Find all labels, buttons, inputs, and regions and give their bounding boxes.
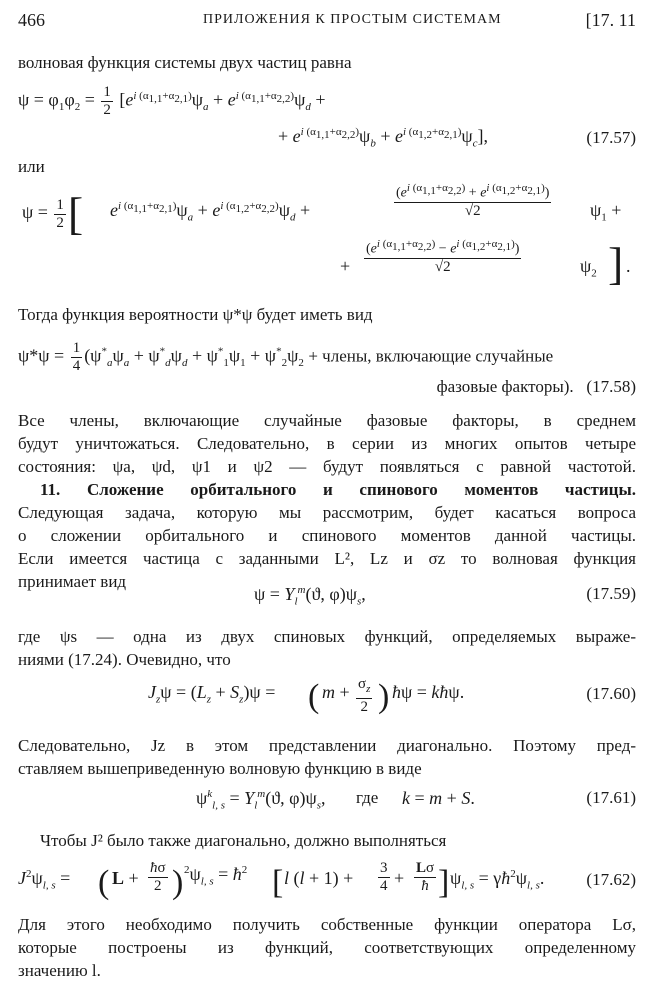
equation-number: (17.59) <box>586 584 636 603</box>
paragraph-line: будут уничтожаться. Следовательно, в серии из многих опытов четыре <box>18 434 636 453</box>
equation-number: (17.60) <box>586 684 636 703</box>
section-marker: [17. 11 <box>585 10 636 30</box>
equation-number: (17.62) <box>586 870 636 889</box>
equation-number: (17.58) <box>586 377 636 396</box>
running-header <box>18 10 636 36</box>
equation-number: (17.57) <box>586 128 636 147</box>
equation-17-57-line2: + $e^{i (\alpha_{1,1}+\alpha_{2,2})}\psi_b + e^{i (\alpha_{1,2}+\alpha_{2,1})}\psi_c$], (17.57) <box>278 126 636 150</box>
equation-text: + члены, включающие случайные <box>308 346 554 366</box>
equation-text: фазовые факторы). <box>436 377 574 396</box>
equation-17-60: $J_z\psi = (L_z + S_z)\psi$ = ( m + $\frac{\sigma_z}{2}$ ) ħψ = kħψ. (17.60) <box>148 676 636 715</box>
paragraph-line: или <box>18 157 45 176</box>
equation-17-57-line1: $\psi = \varphi_1\varphi_2$ = $\frac{1}{2}$ [$e^{i (\alpha_{1,1}+\alpha_{2,1})}\psi_a + e^{i (\alpha_{1,1}+\alpha_{2,2})}\psi_d$ + <box>18 84 326 118</box>
equation-17-58-line1: ψ*ψ = $\frac{1}{4}$ ($\psi^*_a\psi_a + \psi^*_d\psi_d + \psi^*_1\psi_1 + \psi^*_2\psi_2$ + члены, включающие случайные <box>18 340 554 374</box>
paragraph-line: волновая функция системы двух частиц равна <box>18 53 352 72</box>
paragraph-line: Все члены, включающие случайные фазовые факторы, в среднем <box>18 411 636 430</box>
paragraph-line: которые построены из функций, соответствующих определенному <box>18 938 636 957</box>
equation-text: где <box>356 788 379 807</box>
page-number: 466 <box>18 10 45 30</box>
paragraph-line: Следующая задача, которую мы рассмотрим, будет касаться вопроса <box>18 503 636 522</box>
equation-psi-expanded-line1: ψ = $\frac{1}{2}$ [ $e^{i (\alpha_{1,1}+\alpha_{2,1})}\psi_a + e^{i (\alpha_{1,2}+\alpha_{2,2})}\psi_d$ + $\frac{(e^{i (\alpha_{1,1}+\alpha_{2,2})} + e^{i (\alpha_{1,2}+\alpha_{2,1})})}{√2}$ $\psi_1$ + <box>22 182 622 239</box>
paragraph-line: о сложении орбитального и спинового моментов данной частицы. <box>18 526 636 545</box>
paragraph-line: где ψs — одна из двух спиновых функций, определяемых выраже- <box>18 627 636 646</box>
paragraph-line: состояния: ψa, ψd, ψ1 и ψ2 — будут появляться с равной частотой. <box>18 457 636 476</box>
paragraph-line: ниями (17.24). Очевидно, что <box>18 650 231 669</box>
equation-psi-expanded-line2: + $\frac{(e^{i (\alpha_{1,1}+\alpha_{2,2})} - e^{i (\alpha_{1,2}+\alpha_{2,1})})}{√2}$ $\psi_2$ ] . <box>340 238 631 289</box>
paragraph-line: Если имеется частица с заданными L², Lz и σz то волновая функция <box>18 549 636 568</box>
paragraph-line: Для этого необходимо получить собственные функции оператора Lσ, <box>18 915 636 934</box>
paragraph-line: Тогда функция вероятности ψ*ψ будет иметь вид <box>18 305 373 324</box>
equation-17-58-line2 <box>18 376 636 398</box>
paragraph-line: Чтобы J² было также диагонально, должно выполняться <box>40 831 447 850</box>
paragraph-line: ставляем вышеприведенную волновую функцию в виде <box>18 759 422 778</box>
equation-17-62: $J^2\psi_{l, s}$ = ( L + $\frac{ħ\sigma}{2}$ ) $^2\psi_{l, s}$ = $ħ^2$ [ l (l + 1) + $\frac{3}{4}$ + $\frac{L\sigma}{ħ}$ ] $\psi_{l, s}$ = $\gamma ħ^2\psi_{l, s}$. (17.62) <box>18 860 636 901</box>
paragraph-line: принимает вид <box>18 572 127 591</box>
section-heading: 11. Сложение орбитального и спинового моментов частицы. <box>40 480 636 499</box>
paragraph-line: значению l. <box>18 961 101 980</box>
running-title: ПРИЛОЖЕНИЯ К ПРОСТЫМ СИСТЕМАМ <box>203 12 502 27</box>
equation-number: (17.61) <box>586 788 636 807</box>
paragraph-line: Следовательно, Jz в этом представлении диагонально. Поэтому пред- <box>18 736 636 755</box>
